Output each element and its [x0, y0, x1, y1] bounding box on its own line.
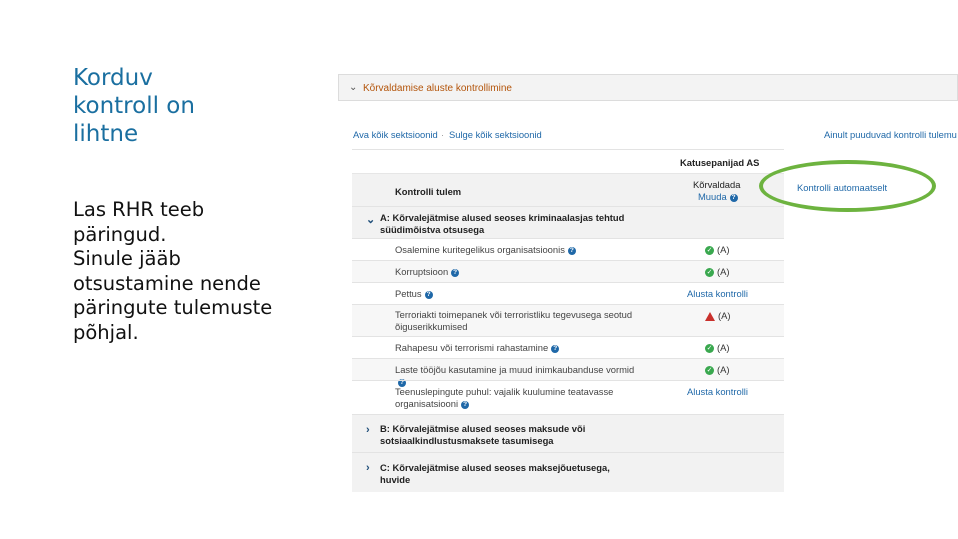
chevron-down-icon[interactable]: ⌄: [349, 82, 358, 93]
slide-body-line: päringute tulemuste: [73, 296, 273, 319]
column-header-row: [352, 173, 784, 207]
check-automatically-button[interactable]: Kontrolli automaatselt: [797, 182, 888, 193]
table-row: [352, 304, 784, 336]
control-label: Osalemine kuritegelikus organisatsioonis ?: [395, 244, 645, 256]
close-all-sections-link[interactable]: Sulge kõik sektsioonid: [449, 129, 542, 140]
status-value: ✓ (A): [706, 266, 730, 277]
company-name: Katusepanijad AS: [680, 157, 760, 168]
slide-body: [73, 198, 333, 345]
help-icon[interactable]: ?: [551, 345, 559, 353]
start-check-link[interactable]: Alusta kontrolli: [687, 288, 748, 299]
group-label: A: Kõrvalejätmise alused seoses kriminaalasjas tehtud süüdimõistva otsusega: [380, 212, 625, 235]
status-value: ✓ (A): [706, 244, 730, 255]
table-row: [352, 282, 784, 304]
chevron-right-icon[interactable]: ›: [366, 462, 370, 474]
only-missing-results-link[interactable]: Ainult puuduvad kontrolli tulemu: [824, 129, 957, 140]
slide-body-line: otsustamine nende: [73, 271, 261, 295]
check-icon: ✓: [706, 367, 713, 375]
slide-body-line: põhjal.: [73, 320, 139, 344]
group-label: C: Kõrvalejätmise alused seoses maksejõuetusega, huvide: [380, 462, 610, 485]
control-label: Rahapesu või terrorismi rahastamine ?: [395, 342, 645, 354]
check-icon: ✓: [706, 247, 713, 255]
slide-title: [73, 64, 303, 148]
control-label: Teenuslepingute puhul: vajalik kuulumine teatavasse organisatsiooni ?: [395, 386, 614, 409]
status-value: (A): [705, 310, 731, 321]
embedded-screenshot: [338, 72, 958, 492]
slide-body-line: Las RHR teeb: [73, 198, 205, 221]
section-title: Kõrvaldamise aluste kontrollimine: [363, 83, 512, 94]
slide-title-line: kontroll on: [73, 93, 195, 119]
control-label: Laste tööjõu kasutamine ja muud inimkaubanduse vormid?: [395, 364, 635, 386]
check-icon: ✓: [706, 269, 713, 277]
change-link[interactable]: Muuda: [698, 191, 727, 202]
table-row: [352, 358, 784, 386]
highlight-ellipse: [759, 160, 936, 212]
status-value: ✓ (A): [706, 364, 730, 375]
status-value: ✓ (A): [706, 342, 730, 353]
slide-body-line: Sinule jääb: [73, 247, 181, 270]
control-label: Pettus ?: [395, 288, 645, 300]
help-icon[interactable]: ?: [568, 247, 576, 255]
company-header: [352, 149, 784, 174]
help-icon[interactable]: ?: [425, 291, 433, 299]
start-check-link[interactable]: Alusta kontrolli: [687, 386, 748, 397]
help-icon[interactable]: ?: [398, 379, 406, 387]
table-row: [352, 380, 784, 414]
chevron-down-icon[interactable]: ⌄: [366, 214, 376, 226]
separator: ·: [441, 129, 445, 140]
help-icon[interactable]: ?: [730, 194, 738, 202]
group-label: B: Kõrvalejätmise alused seoses maksude või sotsiaalkindlustusmaksete tasumisega: [380, 423, 586, 446]
results-table: [352, 149, 784, 492]
column-header-excluded: Kõrvaldada: [693, 179, 741, 190]
column-header-result: Kontrolli tulem: [395, 186, 462, 197]
change-control[interactable]: [698, 191, 738, 202]
slide-body-line: päringud.: [73, 222, 167, 246]
slide-title-line: lihtne: [73, 121, 139, 147]
control-label: Terroriakti toimepanek või terroristliku tegevusega seotud õiguserikkumised: [395, 309, 633, 332]
slide-title-line: Korduv: [73, 65, 153, 91]
group-row-c[interactable]: [352, 452, 784, 492]
open-all-sections-link[interactable]: Ava kõik sektsioonid: [353, 129, 438, 140]
group-row-b[interactable]: [352, 414, 784, 452]
check-icon: ✓: [706, 345, 713, 353]
warning-icon: [705, 312, 715, 321]
table-row: [352, 260, 784, 282]
table-row: [352, 238, 784, 260]
help-icon[interactable]: ?: [451, 269, 459, 277]
chevron-right-icon[interactable]: ›: [366, 424, 370, 436]
group-row-a[interactable]: [352, 206, 784, 238]
control-label: Korruptsioon ?: [395, 266, 645, 278]
table-row: [352, 336, 784, 358]
section-header[interactable]: [338, 74, 958, 101]
help-icon[interactable]: ?: [461, 401, 469, 409]
